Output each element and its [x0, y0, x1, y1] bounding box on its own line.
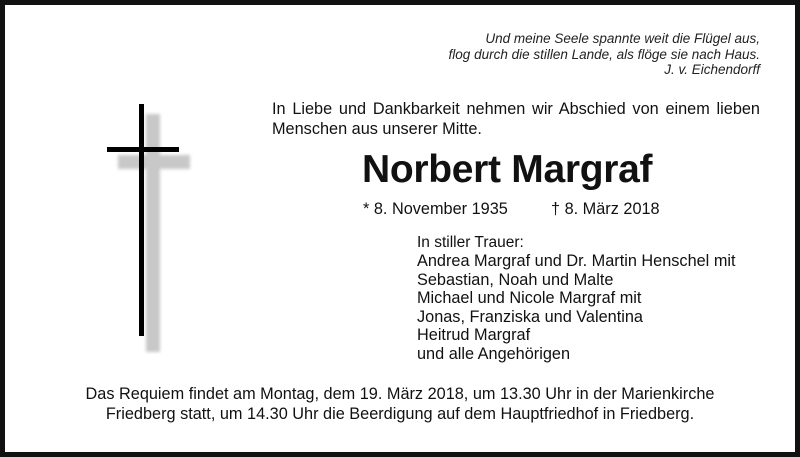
intro-text: In Liebe und Dankbarkeit nehmen wir Abschied von einem lieben Menschen aus unserer Mitte. [272, 100, 760, 138]
cross-vertical-beam [139, 104, 144, 336]
epigraph [340, 31, 760, 78]
mourners-list [417, 252, 736, 363]
mourner-line: Heitrud Margraf [417, 326, 531, 344]
deceased-name: Norbert Margraf [362, 148, 653, 191]
epigraph-line-2: flog durch die stillen Lande, als flöge sie nach Haus. [448, 46, 760, 62]
mourner-line: und alle Angehörigen [417, 344, 570, 363]
mourner-line: Jonas, Franziska und Valentina [417, 307, 643, 326]
cross-horizontal-beam [107, 147, 179, 152]
mourning-label: In stiller Trauer: [417, 234, 524, 251]
cross-icon [104, 104, 194, 354]
service-line-1: Das Requiem findet am Montag, dem 19. März 2018, um 13.30 Uhr in der Marienkirche [85, 385, 715, 403]
service-info [50, 384, 750, 424]
mourner-line: Sebastian, Noah und Malte [417, 270, 614, 289]
death-date: † 8. März 2018 [551, 200, 660, 218]
mourner-line: Michael und Nicole Margraf mit [417, 289, 642, 307]
epigraph-line-1: Und meine Seele spannte weit die Flügel aus, [485, 31, 760, 46]
service-line-2: Friedberg statt, um 14.30 Uhr die Beerdigung auf dem Hauptfriedhof in Friedberg. [105, 405, 695, 423]
mourner-line: Andrea Margraf und Dr. Martin Henschel mit [417, 252, 736, 270]
birth-date: * 8. November 1935 [363, 200, 508, 218]
epigraph-author: J. v. Eichendorff [664, 62, 760, 77]
